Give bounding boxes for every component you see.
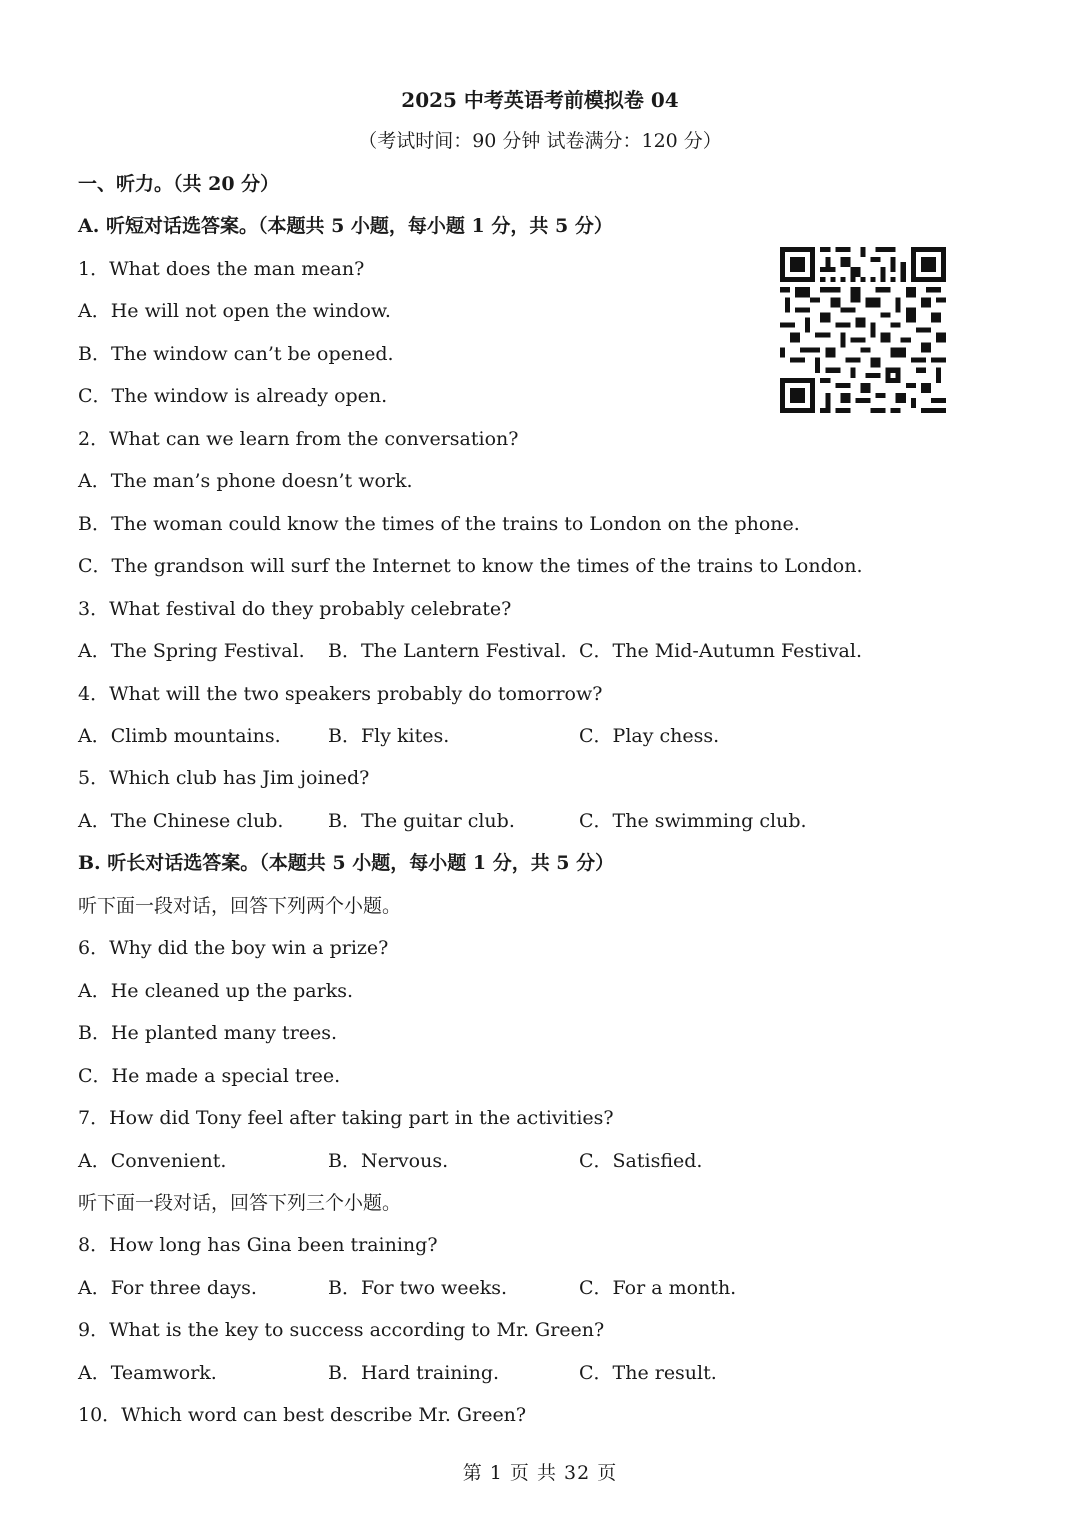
exam-info: （考试时间：90 分钟 试卷满分：120 分）	[358, 130, 722, 152]
page-title: 2025 中考英语考前模拟卷 04	[401, 88, 679, 112]
q7-option-b: B．Nervous.	[328, 1150, 449, 1172]
question-10: 10．Which word can best describe Mr. Green?	[78, 1404, 527, 1426]
q5-option-c: C．The swimming club.	[579, 810, 807, 832]
question-3: 3．What festival do they probably celebrate?	[78, 598, 512, 620]
q7-option-a: A．Convenient.	[78, 1150, 227, 1172]
q9-option-c: C．The result.	[579, 1362, 717, 1384]
q3-option-b: B．The Lantern Festival.	[328, 640, 567, 662]
q6-option-c: C．He made a special tree.	[78, 1065, 341, 1087]
q1-option-c: C．The window is already open.	[78, 385, 388, 407]
q2-option-a: A．The man’s phone doesn’t work.	[78, 470, 413, 492]
q8-option-a: A．For three days.	[78, 1277, 257, 1299]
question-8: 8．How long has Gina been training?	[78, 1234, 438, 1256]
page-number: 第 1 页 共 32 页	[462, 1462, 618, 1484]
question-6: 6．Why did the boy win a prize?	[78, 937, 389, 959]
question-7: 7．How did Tony feel after taking part in the activities?	[78, 1107, 614, 1129]
q9-option-b: B．Hard training.	[328, 1362, 500, 1384]
q5-option-b: B．The guitar club.	[328, 810, 515, 832]
q1-option-b: B．The window can’t be opened.	[78, 343, 394, 365]
q2-option-b: B．The woman could know the times of the trains to London on the phone.	[78, 513, 800, 535]
q8-option-b: B．For two weeks.	[328, 1277, 508, 1299]
q9-option-a: A．Teamwork.	[78, 1362, 217, 1384]
q4-option-b: B．Fly kites.	[328, 725, 450, 747]
question-5: 5．Which club has Jim joined?	[78, 767, 370, 789]
q1-option-a: A．He will not open the window.	[78, 300, 391, 322]
q6-option-b: B．He planted many trees.	[78, 1022, 338, 1044]
q2-option-c: C．The grandson will surf the Internet to know the times of the trains to London.	[78, 555, 863, 577]
q5-option-a: A．The Chinese club.	[78, 810, 284, 832]
question-2: 2．What can we learn from the conversation?	[78, 428, 519, 450]
question-1: 1．What does the man mean?	[78, 258, 365, 280]
section-heading-listening: 一、听力。（共 20 分）	[78, 173, 280, 195]
q3-option-a: A．The Spring Festival.	[78, 640, 305, 662]
instruction-three-questions: 听下面一段对话，回答下列三个小题。	[78, 1192, 402, 1214]
part-b-heading: B. 听长对话选答案。（本题共 5 小题，每小题 1 分，共 5 分）	[78, 852, 615, 874]
part-a-heading: A. 听短对话选答案。（本题共 5 小题，每小题 1 分，共 5 分）	[78, 215, 613, 237]
instruction-two-questions: 听下面一段对话，回答下列两个小题。	[78, 895, 402, 917]
q6-option-a: A．He cleaned up the parks.	[78, 980, 354, 1002]
q3-option-c: C．The Mid-Autumn Festival.	[579, 640, 862, 662]
question-4: 4．What will the two speakers probably do tomorrow?	[78, 683, 603, 705]
q8-option-c: C．For a month.	[579, 1277, 737, 1299]
qr-code-icon	[780, 247, 946, 413]
q4-option-c: C．Play chess.	[579, 725, 720, 747]
q7-option-c: C．Satisfied.	[579, 1150, 703, 1172]
question-9: 9．What is the key to success according to Mr. Green?	[78, 1319, 605, 1341]
q4-option-a: A．Climb mountains.	[78, 725, 281, 747]
